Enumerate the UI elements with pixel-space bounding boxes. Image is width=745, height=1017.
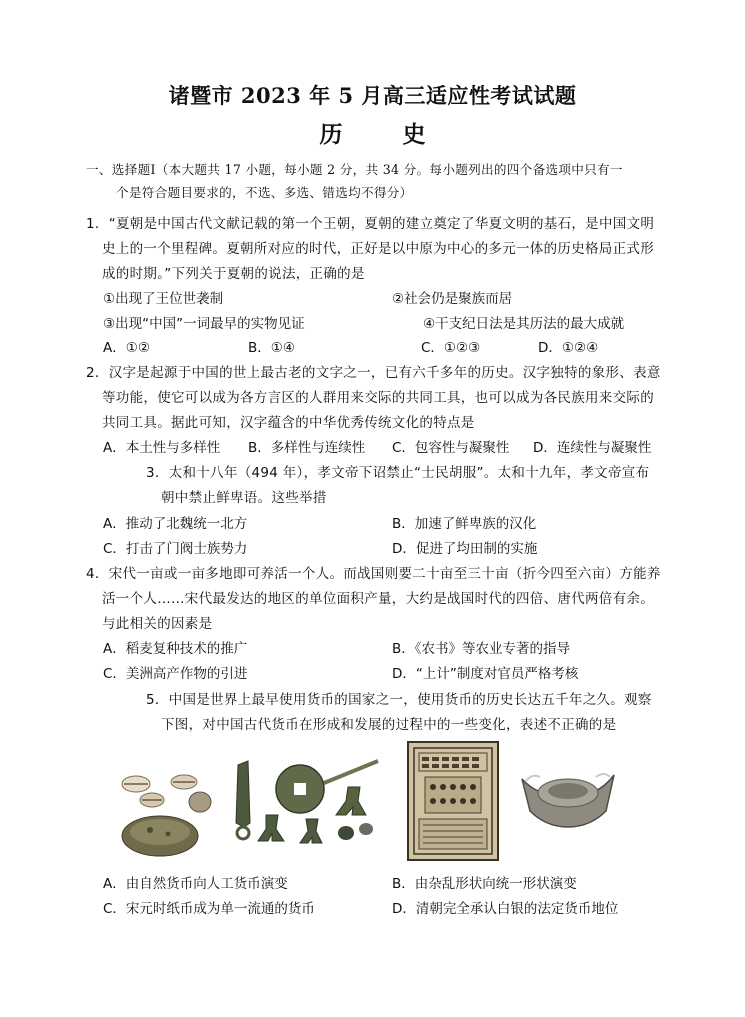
q5-option-c: C．宋元时纸币成为单一流通的货币 — [103, 901, 315, 917]
q5-option-d: D．清朝完全承认白银的法定货币地位 — [392, 901, 619, 917]
page-title: 诸暨市 2023 年 5 月高三适应性考试试题 — [168, 83, 577, 108]
q2-stem-line-1: 2．汉字是起源于中国的世上最古老的文字之一，已有六千多年的历史。汉字独特的象形、表意 — [86, 365, 661, 381]
q1-option-d: D．①②④ — [538, 340, 599, 356]
q1-stem-line-2: 史上的一个里程碑。夏朝所对应的时代，正好是以中原为中心的多元一体的历史格局正式形 — [102, 241, 654, 257]
q4-option-d: D．“上计”制度对官员严格考核 — [392, 666, 579, 682]
paper-money-image — [407, 741, 499, 861]
q3-option-c: C．打击了门阀士族势力 — [103, 541, 248, 557]
q1-item-3: ③出现“中国”一词最早的实物见证 — [103, 316, 305, 332]
q5-option-a: A．由自然货币向人工货币演变 — [103, 876, 288, 892]
q1-item-2: ②社会仍是聚族而居 — [392, 291, 513, 307]
q4-stem-line-3: 与此相关的因素是 — [102, 616, 213, 632]
q2-stem-line-2: 等功能，使它可以成为各方言区的人群用来交际的共同工具，也可以成为各民族用来交际的 — [102, 390, 654, 406]
q2-option-a: A．本土性与多样性 — [103, 440, 221, 456]
q1-stem-line-1: 1．“夏朝是中国古代文献记载的第一个王朝，夏朝的建立奠定了华夏文明的基石，是中国文明 — [86, 216, 655, 232]
q3-option-a: A．推动了北魏统一北方 — [103, 516, 248, 532]
q5-option-b: B．由杂乱形状向统一形状演变 — [392, 876, 577, 892]
q4-option-b: B．《农书》等农业专著的指导 — [392, 641, 571, 657]
q4-stem-line-1: 4．宋代一亩或一亩多地即可养活一个人。而战国则要二十亩至三十亩（折今四至六亩）方能养 — [86, 566, 661, 582]
silver-ingot-image — [518, 763, 618, 833]
q4-option-c: C．美洲高产作物的引进 — [103, 666, 248, 682]
q1-item-1: ①出现了王位世袭制 — [103, 291, 224, 307]
q5-stem-line-2: 下图，对中国古代货币在形成和发展的过程中的一些变化，表述不正确的是 — [161, 717, 617, 733]
q1-option-a: A．①② — [103, 340, 150, 356]
section-heading-line-2: 个是符合题目要求的，不选、多选、错选均不得分） — [116, 185, 413, 200]
shell-money-image — [110, 770, 220, 860]
q1-stem-line-3: 成的时期。”下列关于夏朝的说法，正确的是 — [102, 266, 365, 282]
subject-title: 历 史 — [319, 121, 452, 148]
q1-item-4: ④干支纪日法是其历法的最大成就 — [423, 316, 625, 332]
q1-option-b: B．①④ — [248, 340, 295, 356]
q3-option-d: D．促进了均田制的实施 — [392, 541, 538, 557]
q4-option-a: A．稻麦复种技术的推广 — [103, 641, 248, 657]
q4-stem-line-2: 活一个人……宋代最发达的地区的单位面积产量，大约是战国时代的四倍、唐代两倍有余。 — [102, 591, 654, 607]
ancient-coins-image — [228, 753, 388, 863]
q2-option-c: C．包容性与凝聚性 — [392, 440, 510, 456]
q2-option-b: B．多样性与连续性 — [248, 440, 366, 456]
q1-option-c: C．①②③ — [421, 340, 481, 356]
section-heading-line-1: 一、选择题Ⅰ（本大题共 17 小题，每小题 2 分，共 34 分。每小题列出的四个备选项中只有一 — [86, 162, 623, 177]
q2-stem-line-3: 共同工具。据此可知，汉字蕴含的中华优秀传统文化的特点是 — [102, 415, 475, 431]
q3-stem-line-1: 3．太和十八年（494 年），孝文帝下诏禁止“士民胡服”。太和十九年，孝文帝宣布 — [146, 465, 650, 481]
q3-stem-line-2: 朝中禁止鲜卑语。这些举措 — [161, 490, 327, 506]
q5-stem-line-1: 5．中国是世界上最早使用货币的国家之一，使用货币的历史长达五千年之久。观察 — [146, 692, 652, 708]
q2-option-d: D．连续性与凝聚性 — [533, 440, 652, 456]
q3-option-b: B．加速了鲜卑族的汉化 — [392, 516, 537, 532]
